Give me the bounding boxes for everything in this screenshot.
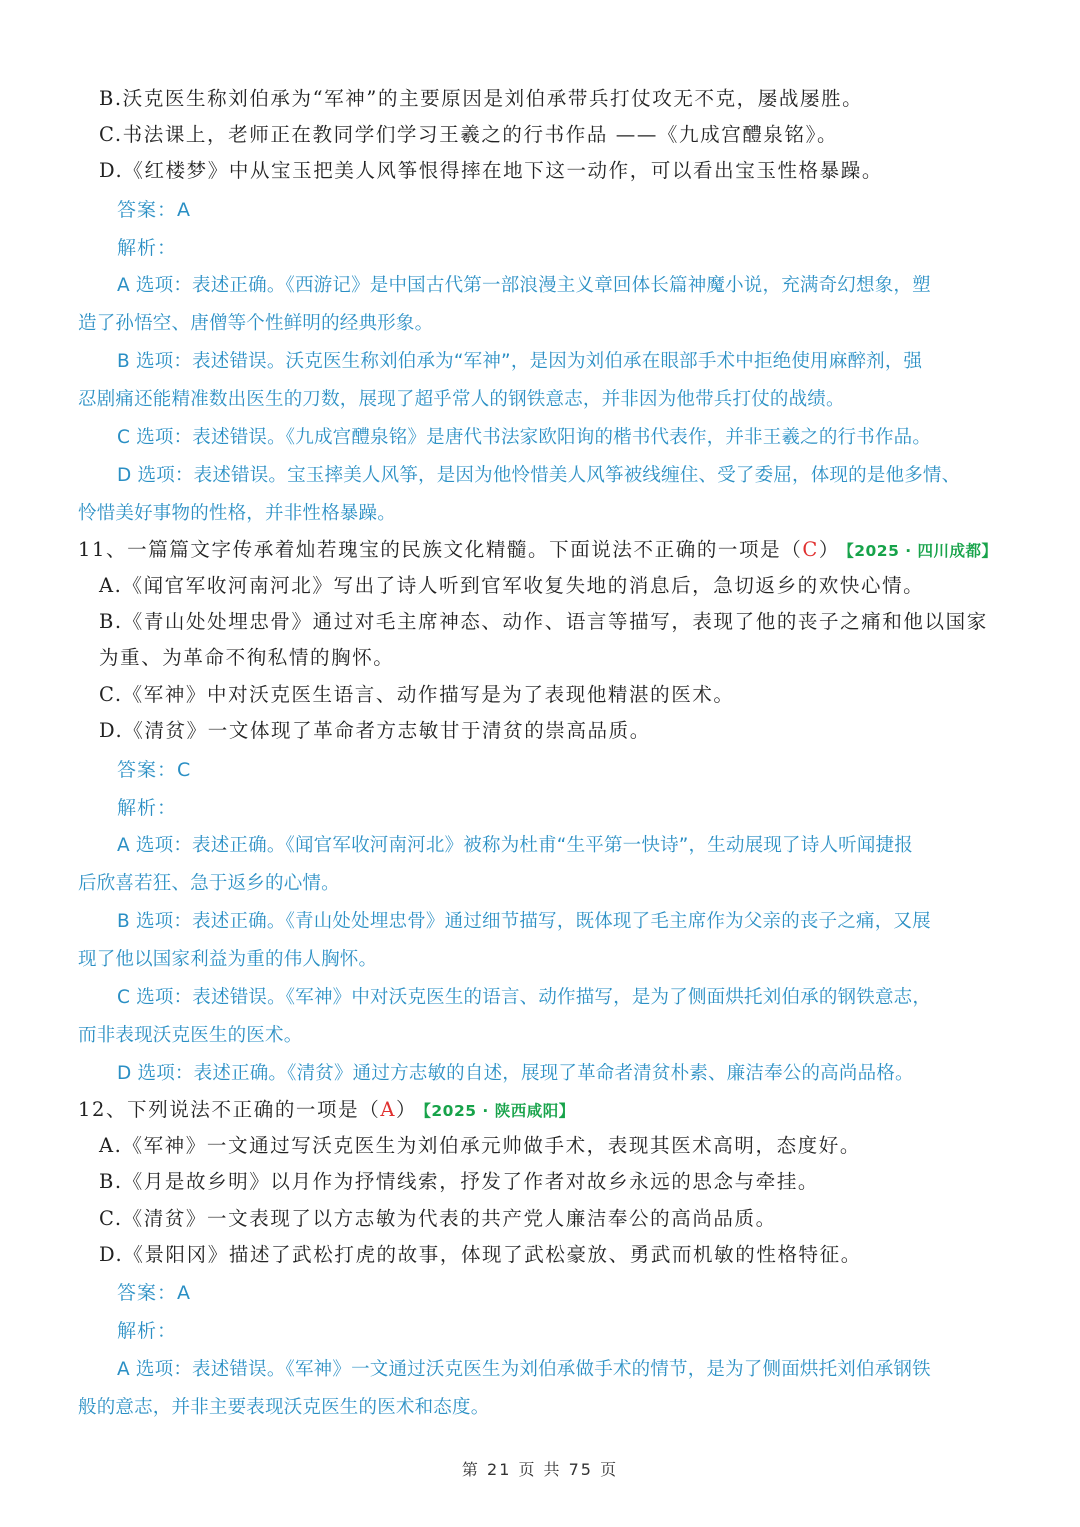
analysis-line: B 选项：表述正确。《青山处处埋忠骨》通过细节描写，既体现了毛主席作为父亲的丧子之痛，又展 bbox=[117, 911, 931, 932]
option-d: D.《景阳冈》描述了武松打虎的故事，体现了武松豪放、勇武而机敏的性格特征。 bbox=[99, 1243, 862, 1266]
option-c: C.《清贫》一文表现了以方志敏为代表的共产党人廉洁奉公的高尚品质。 bbox=[99, 1207, 777, 1230]
option-a: A.《闻官军收河南河北》写出了诗人听到官军收复失地的消息后，急切返乡的欢快心情。 bbox=[99, 574, 925, 597]
question-11-stem bbox=[78, 535, 1080, 565]
question-stem-close: ） bbox=[396, 1098, 418, 1121]
question-stem-text: 11、一篇篇文字传承着灿若瑰宝的民族文化精髓。下面说法不正确的一项是（ bbox=[78, 538, 803, 561]
analysis-label: 解析： bbox=[117, 1320, 178, 1342]
analysis-line: 般的意志，并非主要表现沃克医生的医术和态度。 bbox=[78, 1397, 490, 1418]
option-c: C.书法课上，老师正在教同学们学习王羲之的行书作品 ——《九成宫醴泉铭》。 bbox=[99, 123, 839, 146]
question-stem-text: 12、下列说法不正确的一项是（ bbox=[78, 1098, 381, 1121]
option-b: B.《月是故乡明》以月作为抒情线索，抒发了作者对故乡永远的思念与牵挂。 bbox=[99, 1170, 820, 1193]
analysis-line: 而非表现沃克医生的医术。 bbox=[78, 1025, 303, 1046]
analysis-line: 怜惜美好事物的性格，并非性格暴躁。 bbox=[78, 503, 396, 524]
analysis-line: A 选项：表述正确。《西游记》是中国古代第一部浪漫主义章回体长篇神魔小说，充满奇幻想象，塑 bbox=[117, 275, 931, 296]
analysis-label: 解析： bbox=[117, 237, 178, 259]
answer-mark: A bbox=[380, 1098, 397, 1121]
analysis-line: D 选项：表述正确。《清贫》通过方志敏的自述，展现了革命者清贫朴素、廉洁奉公的高尚品格。 bbox=[117, 1063, 914, 1084]
question-stem-close: ） bbox=[818, 538, 840, 561]
source-tag: 【2025 · 陕西咸阳】 bbox=[423, 1102, 575, 1120]
analysis-line: C 选项：表述错误。《九成宫醴泉铭》是唐代书法家欧阳询的楷书代表作，并非王羲之的行书作品。 bbox=[117, 427, 932, 448]
option-b: B.《青山处处埋忠骨》通过对毛主席神态、动作、语言等描写，表现了他的丧子之痛和他以国家 bbox=[99, 610, 988, 633]
analysis-line: A 选项：表述错误。《军神》一文通过沃克医生为刘伯承做手术的情节，是为了侧面烘托刘伯承钢铁 bbox=[117, 1359, 931, 1380]
option-b-continued: 为重、为革命不徇私情的胸怀。 bbox=[99, 646, 395, 669]
analysis-line: C 选项：表述错误。《军神》中对沃克医生的语言、动作描写，是为了侧面烘托刘伯承的钢铁意志， bbox=[117, 987, 932, 1008]
analysis-label: 解析： bbox=[117, 797, 178, 819]
answer: 答案：A bbox=[117, 199, 191, 221]
analysis-line: A 选项：表述正确。《闻官军收河南河北》被称为杜甫“生平第一快诗”，生动展现了诗人听闻捷报 bbox=[117, 835, 913, 856]
answer: 答案：A bbox=[117, 1282, 191, 1304]
analysis-line: D 选项：表述错误。宝玉摔美人风筝，是因为他怜惜美人风筝被线缠住、受了委屈，体现的是他多情、 bbox=[117, 465, 961, 486]
answer: 答案：C bbox=[117, 759, 192, 781]
option-d: D.《清贫》一文体现了革命者方志敏甘于清贫的崇高品质。 bbox=[99, 719, 651, 742]
option-c: C.《军神》中对沃克医生语言、动作描写是为了表现他精湛的医术。 bbox=[99, 683, 735, 706]
analysis-line: 忍剧痛还能精准数出医生的刀数，展现了超乎常人的钢铁意志，并非因为他带兵打仗的战绩。 bbox=[78, 389, 845, 410]
analysis-line: 造了孙悟空、唐僧等个性鲜明的经典形象。 bbox=[78, 313, 434, 334]
option-a: A.《军神》一文通过写沃克医生为刘伯承元帅做手术，表现其医术高明，态度好。 bbox=[99, 1134, 861, 1157]
analysis-line: 后欣喜若狂、急于返乡的心情。 bbox=[78, 873, 340, 894]
analysis-line: 现了他以国家利益为重的伟人胸怀。 bbox=[78, 949, 378, 970]
answer-mark: C bbox=[802, 538, 819, 561]
option-d: D.《红楼梦》中从宝玉把美人风筝恨得摔在地下这一动作，可以看出宝玉性格暴躁。 bbox=[99, 159, 883, 182]
source-tag: 【2025 · 四川成都】 bbox=[845, 542, 998, 560]
page-number-footer: 第 21 页 共 75 页 bbox=[461, 1460, 619, 1479]
question-12-stem bbox=[78, 1095, 1080, 1125]
analysis-line: B 选项：表述错误。沃克医生称刘伯承为“军神”，是因为刘伯承在眼部手术中拒绝使用麻醉剂，强 bbox=[117, 351, 923, 372]
option-b: B.沃克医生称刘伯承为“军神”的主要原因是刘伯承带兵打仗攻无不克，屡战屡胜。 bbox=[99, 87, 864, 110]
